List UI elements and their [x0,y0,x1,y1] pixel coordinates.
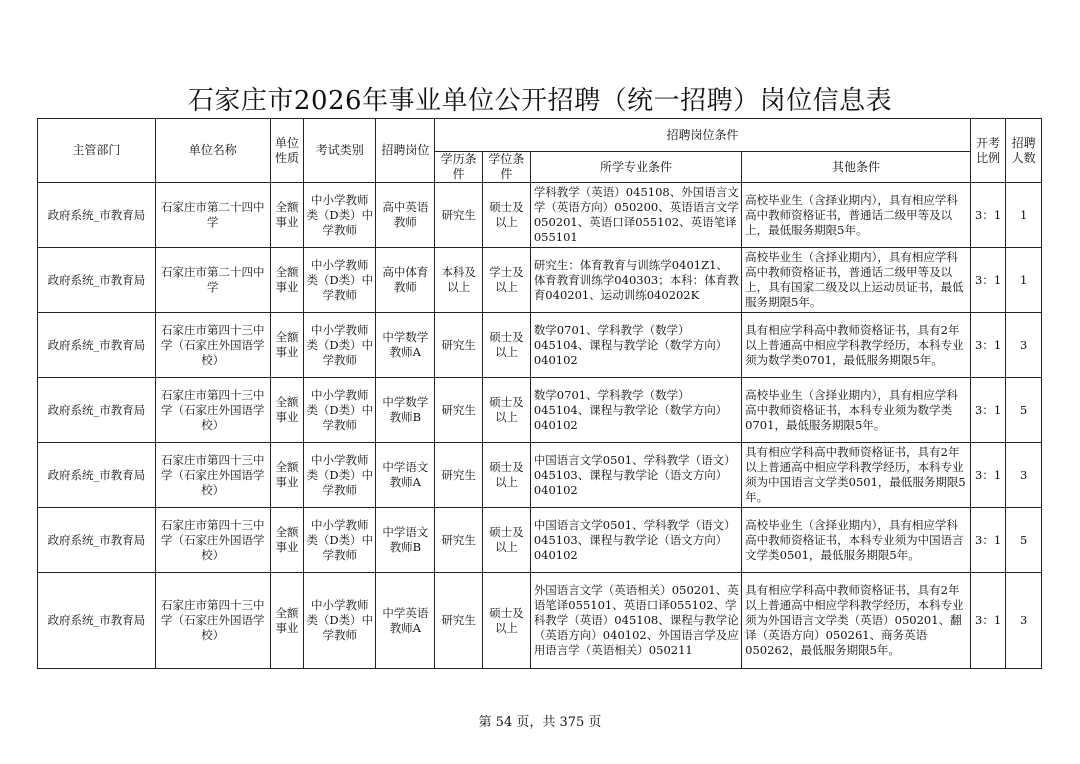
cell-count: 5 [1006,508,1042,573]
cell-ratio: 3：1 [970,508,1006,573]
cell-dept: 政府系统_市教育局 [38,248,156,313]
cell-degree: 学士及以上 [483,248,531,313]
cell-unit: 石家庄市第二十四中学 [155,183,270,248]
cell-nature: 全额事业 [270,573,304,669]
cell-nature: 全额事业 [270,183,304,248]
cell-major: 中国语言文学0501、学科教学（语文）045103、课程与教学论（语文方向）040102 [530,508,741,573]
cell-count: 3 [1006,313,1042,378]
cell-ratio: 3：1 [970,313,1006,378]
cell-unit: 石家庄市第四十三中学（石家庄外国语学校） [155,443,270,508]
cell-edu: 研究生 [435,183,483,248]
cell-nature: 全额事业 [270,378,304,443]
cell-degree: 硕士及以上 [483,573,531,669]
cell-ratio: 3：1 [970,248,1006,313]
cell-count: 1 [1006,183,1042,248]
cell-major: 数学0701、学科教学（数学）045104、课程与教学论（数学方向）040102 [530,378,741,443]
cell-other: 具有相应学科高中教师资格证书，具有2年以上普通高中相应学科教学经历，本科专业须为外国语言文学类（英语）050201、翻译（英语方向）050261、商务英语050262，最低服务期限5年。 [742,573,971,669]
header-degree: 学位条件 [483,152,531,183]
cell-post: 中学语文教师B [376,508,435,573]
cell-nature: 全额事业 [270,508,304,573]
cell-exam: 中小学教师类（D类）中学教师 [304,443,376,508]
cell-dept: 政府系统_市教育局 [38,573,156,669]
cell-degree: 硕士及以上 [483,443,531,508]
cell-other: 高校毕业生（含择业期内），具有相应学科高中教师资格证书，普通话二级甲等及以上，最低服务期限5年。 [742,183,971,248]
cell-ratio: 3：1 [970,378,1006,443]
cell-degree: 硕士及以上 [483,378,531,443]
cell-dept: 政府系统_市教育局 [38,183,156,248]
table-row [38,508,1042,573]
header-conditions: 招聘岗位条件 [435,119,971,152]
page-footer: 第 54 页，共 375 页 [478,715,602,730]
table-row [38,378,1042,443]
header-nature: 单位性质 [270,119,304,183]
cell-post: 中学英语教师A [376,573,435,669]
cell-edu: 本科及以上 [435,248,483,313]
cell-edu: 研究生 [435,443,483,508]
cell-unit: 石家庄市第四十三中学（石家庄外国语学校） [155,378,270,443]
cell-ratio: 3：1 [970,573,1006,669]
header-count: 招聘人数 [1006,119,1042,183]
header-exam: 考试类别 [304,119,376,183]
cell-post: 高中英语教师 [376,183,435,248]
job-table [37,118,1042,669]
cell-unit: 石家庄市第四十三中学（石家庄外国语学校） [155,573,270,669]
cell-edu: 研究生 [435,508,483,573]
table-row [38,443,1042,508]
cell-unit: 石家庄市第四十三中学（石家庄外国语学校） [155,313,270,378]
table-row [38,573,1042,669]
cell-exam: 中小学教师类（D类）中学教师 [304,183,376,248]
header-post: 招聘岗位 [376,119,435,183]
cell-count: 3 [1006,443,1042,508]
cell-ratio: 3：1 [970,443,1006,508]
cell-dept: 政府系统_市教育局 [38,313,156,378]
table-row [38,248,1042,313]
cell-exam: 中小学教师类（D类）中学教师 [304,313,376,378]
cell-unit: 石家庄市第四十三中学（石家庄外国语学校） [155,508,270,573]
header-unit: 单位名称 [155,119,270,183]
table-row [38,183,1042,248]
cell-unit: 石家庄市第二十四中学 [155,248,270,313]
cell-major: 中国语言文学0501、学科教学（语文）045103、课程与教学论（语文方向）040102 [530,443,741,508]
page-title: 石家庄市2026年事业单位公开招聘（统一招聘）岗位信息表 [187,86,893,116]
cell-exam: 中小学教师类（D类）中学教师 [304,508,376,573]
cell-count: 5 [1006,378,1042,443]
cell-post: 中学数学教师B [376,378,435,443]
cell-other: 高校毕业生（含择业期内），具有相应学科高中教师资格证书，本科专业须为数学类0701，最低服务期限5年。 [742,378,971,443]
cell-edu: 研究生 [435,573,483,669]
cell-exam: 中小学教师类（D类）中学教师 [304,573,376,669]
cell-post: 中学语文教师A [376,443,435,508]
cell-dept: 政府系统_市教育局 [38,508,156,573]
header-dept: 主管部门 [38,119,156,183]
cell-nature: 全额事业 [270,313,304,378]
cell-nature: 全额事业 [270,443,304,508]
cell-edu: 研究生 [435,313,483,378]
cell-major: 学科教学（英语）045108、外国语言文学（英语方向）050200、英语语言文学050201、英语口译055102、英语笔译055101 [530,183,741,248]
cell-degree: 硕士及以上 [483,508,531,573]
cell-major: 数学0701、学科教学（数学）045104、课程与教学论（数学方向）040102 [530,313,741,378]
cell-other: 高校毕业生（含择业期内），具有相应学科高中教师资格证书，普通话二级甲等及以上，具有国家二级及以上运动员证书，最低服务期限5年。 [742,248,971,313]
cell-other: 高校毕业生（含择业期内），具有相应学科高中教师资格证书，本科专业须为中国语言文学类0501，最低服务期限5年。 [742,508,971,573]
cell-post: 中学数学教师A [376,313,435,378]
cell-dept: 政府系统_市教育局 [38,378,156,443]
cell-edu: 研究生 [435,378,483,443]
table-row [38,313,1042,378]
header-edu: 学历条件 [435,152,483,183]
cell-dept: 政府系统_市教育局 [38,443,156,508]
cell-count: 1 [1006,248,1042,313]
cell-degree: 硕士及以上 [483,183,531,248]
header-other: 其他条件 [742,152,971,183]
cell-ratio: 3：1 [970,183,1006,248]
cell-exam: 中小学教师类（D类）中学教师 [304,378,376,443]
cell-count: 3 [1006,573,1042,669]
cell-other: 具有相应学科高中教师资格证书，具有2年以上普通高中相应学科教学经历，本科专业须为中国语言文学类0501，最低服务期限5年。 [742,443,971,508]
header-ratio: 开考比例 [970,119,1006,183]
cell-other: 具有相应学科高中教师资格证书，具有2年以上普通高中相应学科教学经历，本科专业须为数学类0701，最低服务期限5年。 [742,313,971,378]
header-major: 所学专业条件 [530,152,741,183]
cell-post: 高中体育教师 [376,248,435,313]
cell-major: 外国语言文学（英语相关）050201、英语笔译055101、英语口译055102、学科教学（英语）045108、课程与教学论（英语方向）040102、外国语言学及应用语言学（英语相关）050211 [530,573,741,669]
cell-nature: 全额事业 [270,248,304,313]
cell-degree: 硕士及以上 [483,313,531,378]
cell-major: 研究生：体育教育与训练学0401Z1、体育教育训练学040303；本科：体育教育040201、运动训练040202K [530,248,741,313]
cell-exam: 中小学教师类（D类）中学教师 [304,248,376,313]
